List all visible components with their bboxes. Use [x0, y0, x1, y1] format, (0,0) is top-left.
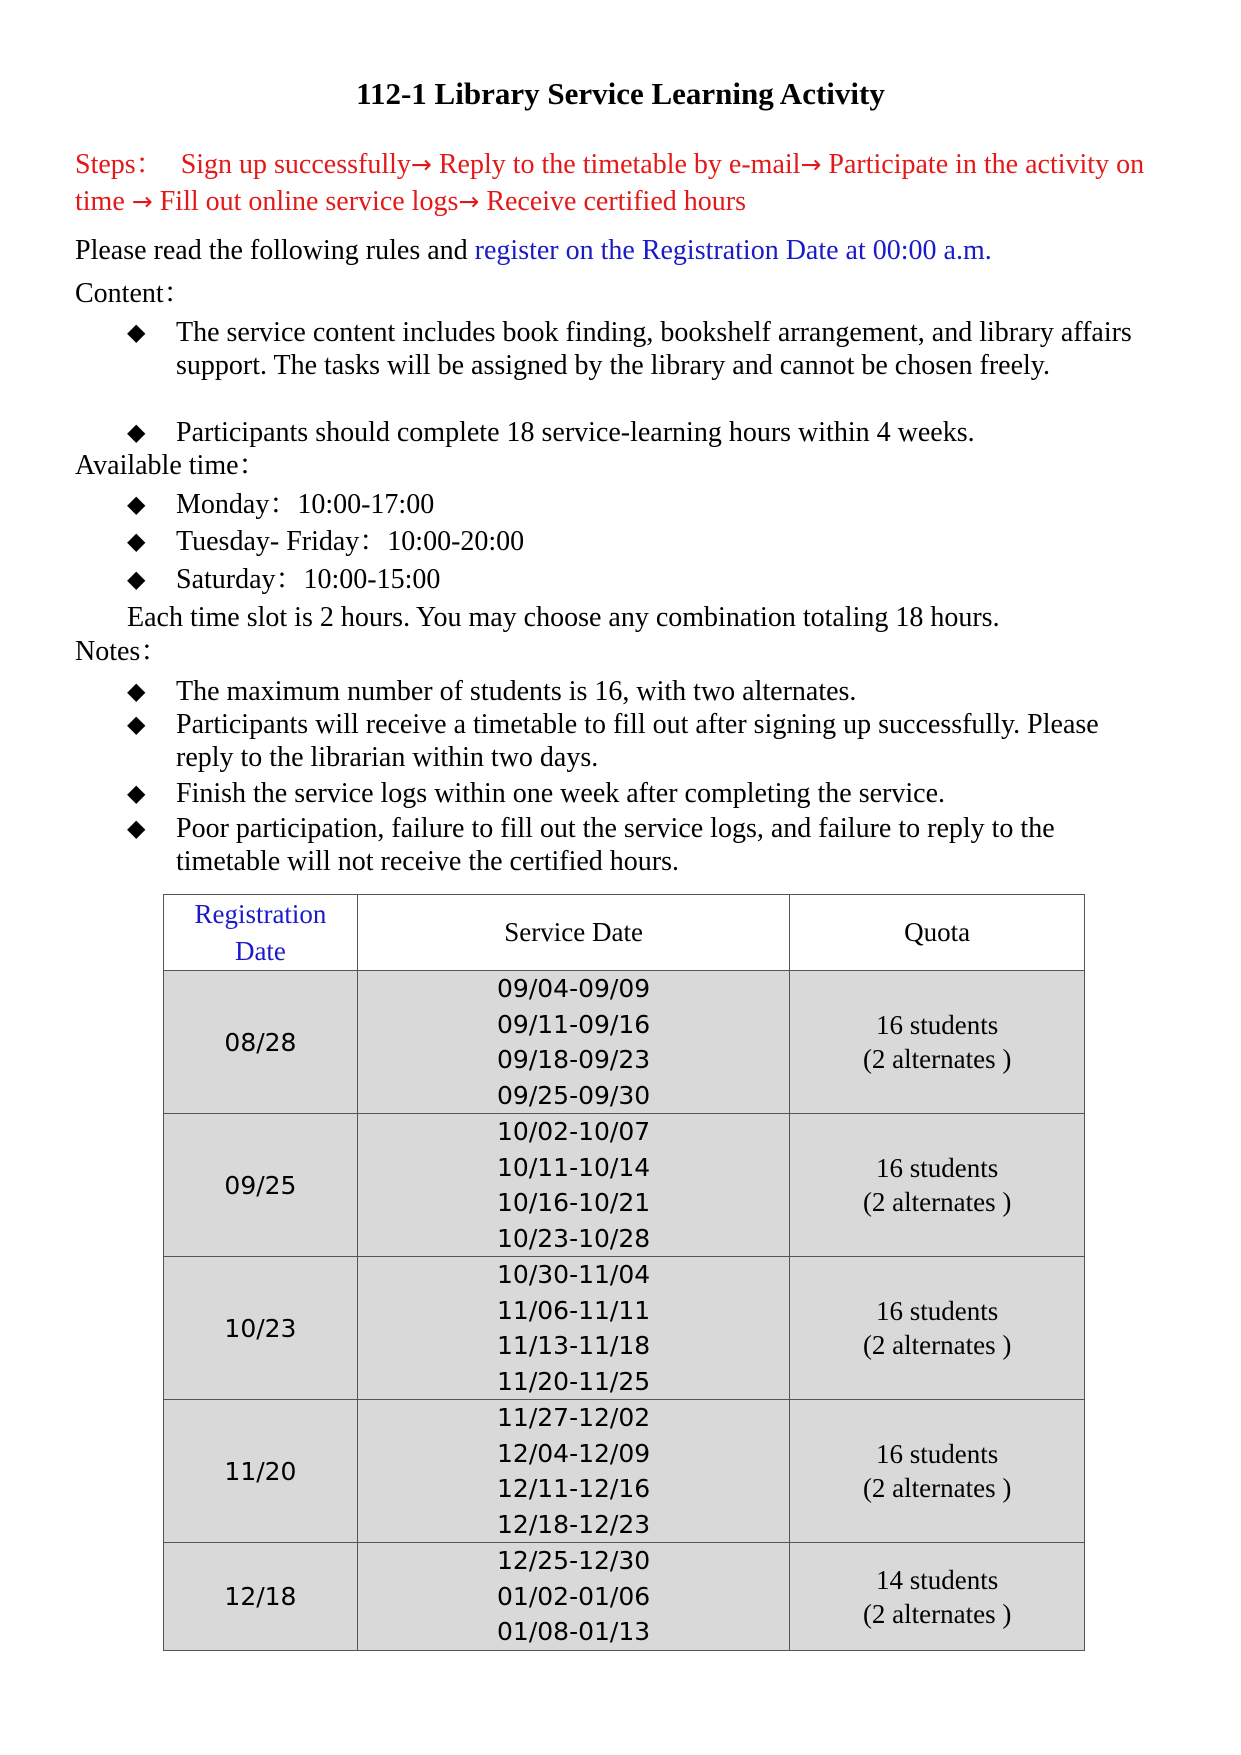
arrow-right-icon: →	[131, 187, 153, 216]
service-date: 01/02-01/06	[497, 1581, 651, 1611]
quota-cell	[790, 1543, 1085, 1651]
notes-heading: Notes：	[75, 636, 169, 667]
header-line: Registration	[194, 898, 327, 929]
content-bullet-text: The service content includes book finding, bookshelf arrangement, and library affairs support. The tasks will be assigned by the library and cannot be chosen freely.	[176, 317, 1132, 381]
notes-bullet-text: Participants will receive a timetable to fill out after signing up successfully. Please reply to the librarian within two days.	[176, 709, 1099, 773]
quota-students: 14 students	[876, 1564, 999, 1595]
step-4: Fill out online service logs	[159, 186, 459, 217]
step-3: Participate in the activity on time	[75, 149, 1145, 217]
quota-students: 16 students	[876, 1153, 999, 1183]
header-line: Date	[234, 935, 286, 966]
service-date: 12/11-12/16	[497, 1474, 651, 1503]
notes-bullet-text: Finish the service logs within one week after completing the service.	[176, 778, 946, 809]
diamond-bullet-icon: ◆	[127, 814, 146, 842]
diamond-bullet-icon: ◆	[127, 418, 146, 446]
available-bullet-text: Monday：10:00-17:00	[176, 489, 435, 520]
table-row	[164, 1543, 1085, 1651]
registration-highlight: register on the Registration Date at 00:00 a.m.	[474, 235, 992, 266]
arrow-right-icon: →	[410, 150, 432, 179]
service-date-cell	[357, 1114, 789, 1257]
quota-students: 16 students	[876, 1439, 999, 1469]
service-date: 10/30-11/04	[497, 1260, 651, 1289]
table-row	[164, 1114, 1085, 1257]
service-date-cell	[357, 1543, 789, 1651]
quota-students: 16 students	[876, 1296, 999, 1326]
service-date: 12/18-12/23	[497, 1509, 651, 1539]
intro-text	[75, 232, 992, 270]
diamond-bullet-icon: ◆	[127, 490, 146, 518]
service-date: 10/02-10/07	[497, 1117, 651, 1146]
quota-cell	[790, 1114, 1085, 1257]
service-date: 12/25-12/30	[497, 1546, 651, 1576]
quota-students: 16 students	[876, 1010, 999, 1040]
registration-date-cell: 10/23	[164, 1257, 358, 1400]
service-date-cell	[357, 1257, 789, 1400]
diamond-bullet-icon: ◆	[127, 318, 146, 346]
time-slot-note: Each time slot is 2 hours. You may choose any combination totaling 18 hours.	[127, 602, 1000, 633]
available-bullet-text: Tuesday- Friday：10:00-20:00	[176, 526, 525, 557]
quota-alternates: (2 alternates )	[862, 1330, 1012, 1360]
notes-bullet	[127, 708, 1137, 774]
table-header-row	[164, 895, 1085, 971]
table-row	[164, 1400, 1085, 1543]
diamond-bullet-icon: ◆	[127, 527, 146, 555]
content-bullet	[127, 416, 1137, 449]
diamond-bullet-icon: ◆	[127, 677, 146, 705]
service-date: 10/23-10/28	[497, 1223, 651, 1253]
service-date: 11/27-12/02	[497, 1403, 651, 1432]
steps-label: Steps：	[75, 149, 164, 180]
step-2: Reply to the timetable by e-mail	[438, 149, 801, 180]
available-bullet-text: Saturday：10:00-15:00	[176, 564, 441, 595]
table-row	[164, 971, 1085, 1114]
service-date: 09/18-09/23	[497, 1045, 651, 1074]
service-date: 12/04-12/09	[497, 1438, 651, 1468]
steps-line	[75, 146, 1185, 220]
content-bullet	[127, 316, 1137, 382]
notes-bullet	[127, 675, 1137, 708]
quota-cell	[790, 1257, 1085, 1400]
content-bullet-text: Participants should complete 18 service-learning hours within 4 weeks.	[176, 417, 975, 448]
table-row	[164, 1257, 1085, 1400]
service-date: 11/06-11/11	[497, 1295, 651, 1325]
arrow-right-icon: →	[800, 150, 822, 179]
service-date-cell	[357, 1400, 789, 1543]
available-heading: Available time：	[75, 450, 267, 481]
service-date-header: Service Date	[357, 895, 789, 971]
registration-date-cell: 09/25	[164, 1114, 358, 1257]
notes-bullet-text: The maximum number of students is 16, with two alternates.	[176, 676, 857, 707]
diamond-bullet-icon: ◆	[127, 779, 146, 807]
diamond-bullet-icon: ◆	[127, 710, 146, 738]
registration-date-cell: 08/28	[164, 971, 358, 1114]
service-date: 11/20-11/25	[497, 1366, 651, 1396]
notes-bullet	[127, 777, 1137, 810]
notes-bullet	[127, 812, 1137, 878]
step-1: Sign up successfully	[180, 149, 411, 180]
service-date: 10/16-10/21	[497, 1188, 651, 1217]
service-date-cell	[357, 971, 789, 1114]
step-5: Receive certified hours	[486, 186, 746, 217]
service-date: 01/08-01/13	[497, 1617, 651, 1647]
registration-date-cell: 12/18	[164, 1543, 358, 1651]
quota-header: Quota	[790, 895, 1085, 971]
intro-plain: Please read the following rules and	[75, 235, 475, 266]
page-title: 112-1 Library Service Learning Activity	[356, 76, 885, 111]
registration-date-cell: 11/20	[164, 1400, 358, 1543]
registration-date-header	[164, 895, 358, 971]
service-date: 09/11-09/16	[497, 1009, 651, 1039]
quota-alternates: (2 alternates )	[862, 1598, 1012, 1629]
quota-alternates: (2 alternates )	[862, 1044, 1012, 1074]
quota-alternates: (2 alternates )	[862, 1473, 1012, 1503]
content-heading: Content：	[75, 278, 192, 309]
available-bullet	[127, 563, 1137, 596]
arrow-right-icon: →	[458, 187, 480, 216]
schedule-table	[163, 894, 1085, 1651]
diamond-bullet-icon: ◆	[127, 565, 146, 593]
available-bullet	[127, 525, 1137, 558]
notes-bullet-text: Poor participation, failure to fill out the service logs, and failure to reply to the timetable will not receive the certified hours.	[176, 813, 1055, 877]
quota-cell	[790, 1400, 1085, 1543]
service-date: 11/13-11/18	[497, 1331, 651, 1360]
service-date: 10/11-10/14	[497, 1152, 651, 1182]
quota-alternates: (2 alternates )	[862, 1187, 1012, 1217]
quota-cell	[790, 971, 1085, 1114]
service-date: 09/04-09/09	[497, 974, 651, 1003]
available-bullet	[127, 488, 1137, 521]
service-date: 09/25-09/30	[497, 1080, 651, 1110]
